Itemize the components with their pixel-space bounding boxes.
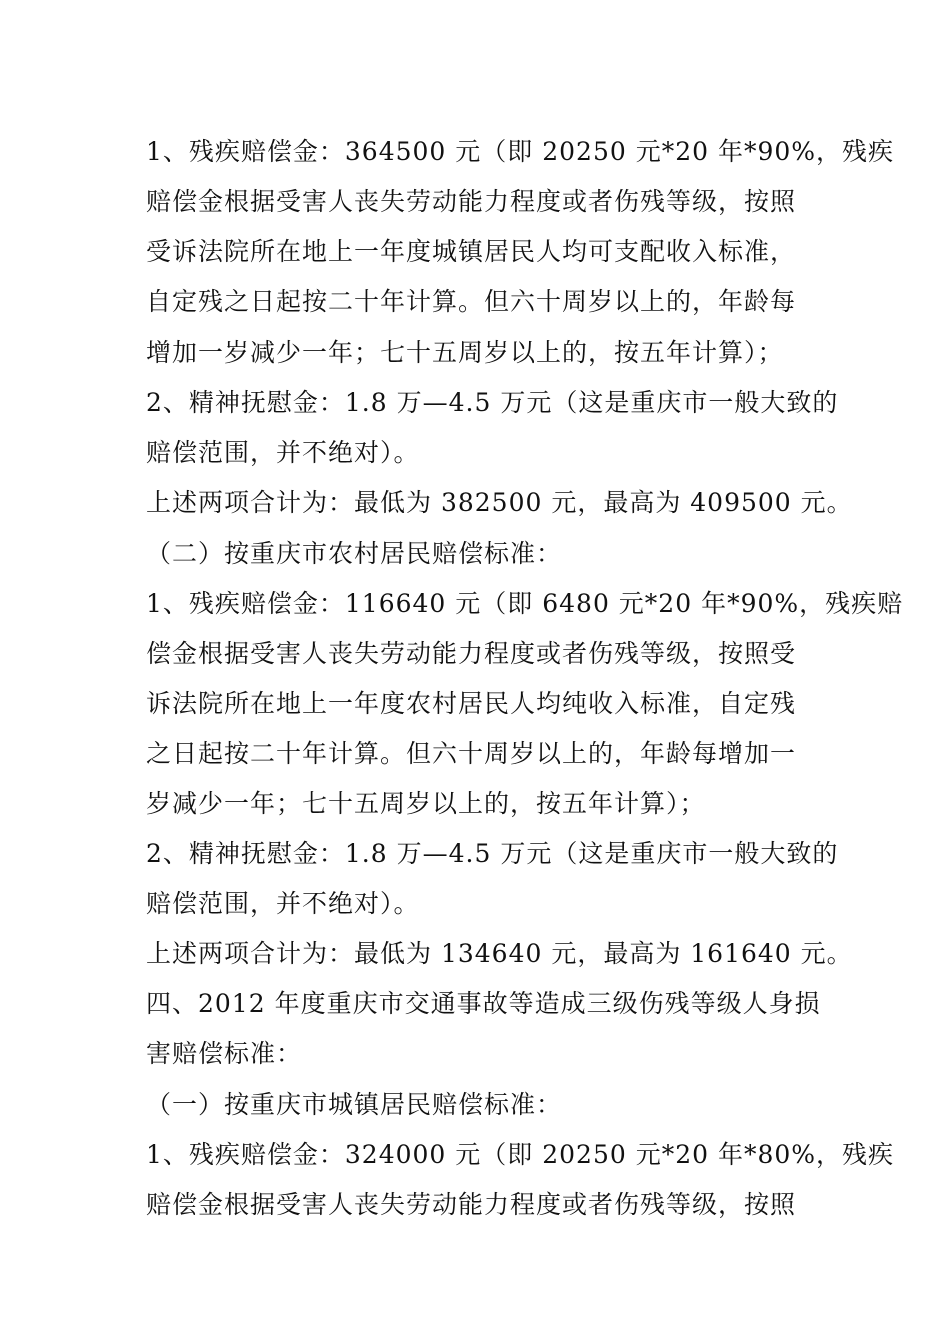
text-line: 2、精神抚慰金：1.8 万—4.5 万元（这是重庆市一般大致的 [146,388,839,417]
text-line: 诉法院所在地上一年度农村居民人均纯收入标准，自定残 [146,689,797,718]
text-line: 自定残之日起按二十年计算。但六十周岁以上的，年龄每 [146,287,797,316]
text-line: 增加一岁减少一年；七十五周岁以上的，按五年计算）； [146,338,784,367]
text-line: 上述两项合计为：最低为 382500 元，最高为 409500 元。 [146,488,853,517]
text-line: 上述两项合计为：最低为 134640 元，最高为 161640 元。 [146,939,853,968]
text-line: 赔偿范围，并不绝对）。 [146,889,420,918]
section-heading: （二）按重庆市农村居民赔偿标准： [146,539,563,568]
text-line: 2、精神抚慰金：1.8 万—4.5 万元（这是重庆市一般大致的 [146,839,839,868]
section-heading: 害赔偿标准： [146,1039,303,1068]
text-line: 之日起按二十年计算。但六十周岁以上的，年龄每增加一 [146,739,797,768]
text-line: 1、残疾赔偿金：364500 元（即 20250 元*20 年*90%，残疾 [146,137,895,166]
text-line: 赔偿范围，并不绝对）。 [146,438,420,467]
text-line: 偿金根据受害人丧失劳动能力程度或者伤残等级，按照受 [146,639,797,668]
text-line: 赔偿金根据受害人丧失劳动能力程度或者伤残等级，按照 [146,1190,797,1219]
text-line: 1、残疾赔偿金：324000 元（即 20250 元*20 年*80%，残疾 [146,1140,895,1169]
section-heading: （一）按重庆市城镇居民赔偿标准： [146,1090,563,1119]
text-line: 赔偿金根据受害人丧失劳动能力程度或者伤残等级，按照 [146,187,797,216]
text-line: 1、残疾赔偿金：116640 元（即 6480 元*20 年*90%，残疾赔 [146,589,904,618]
text-line: 岁减少一年；七十五周岁以上的，按五年计算）； [146,789,706,818]
section-heading: 四、2012 年度重庆市交通事故等造成三级伤残等级人身损 [146,989,821,1018]
text-line: 受诉法院所在地上一年度城镇居民人均可支配收入标准， [146,237,797,266]
